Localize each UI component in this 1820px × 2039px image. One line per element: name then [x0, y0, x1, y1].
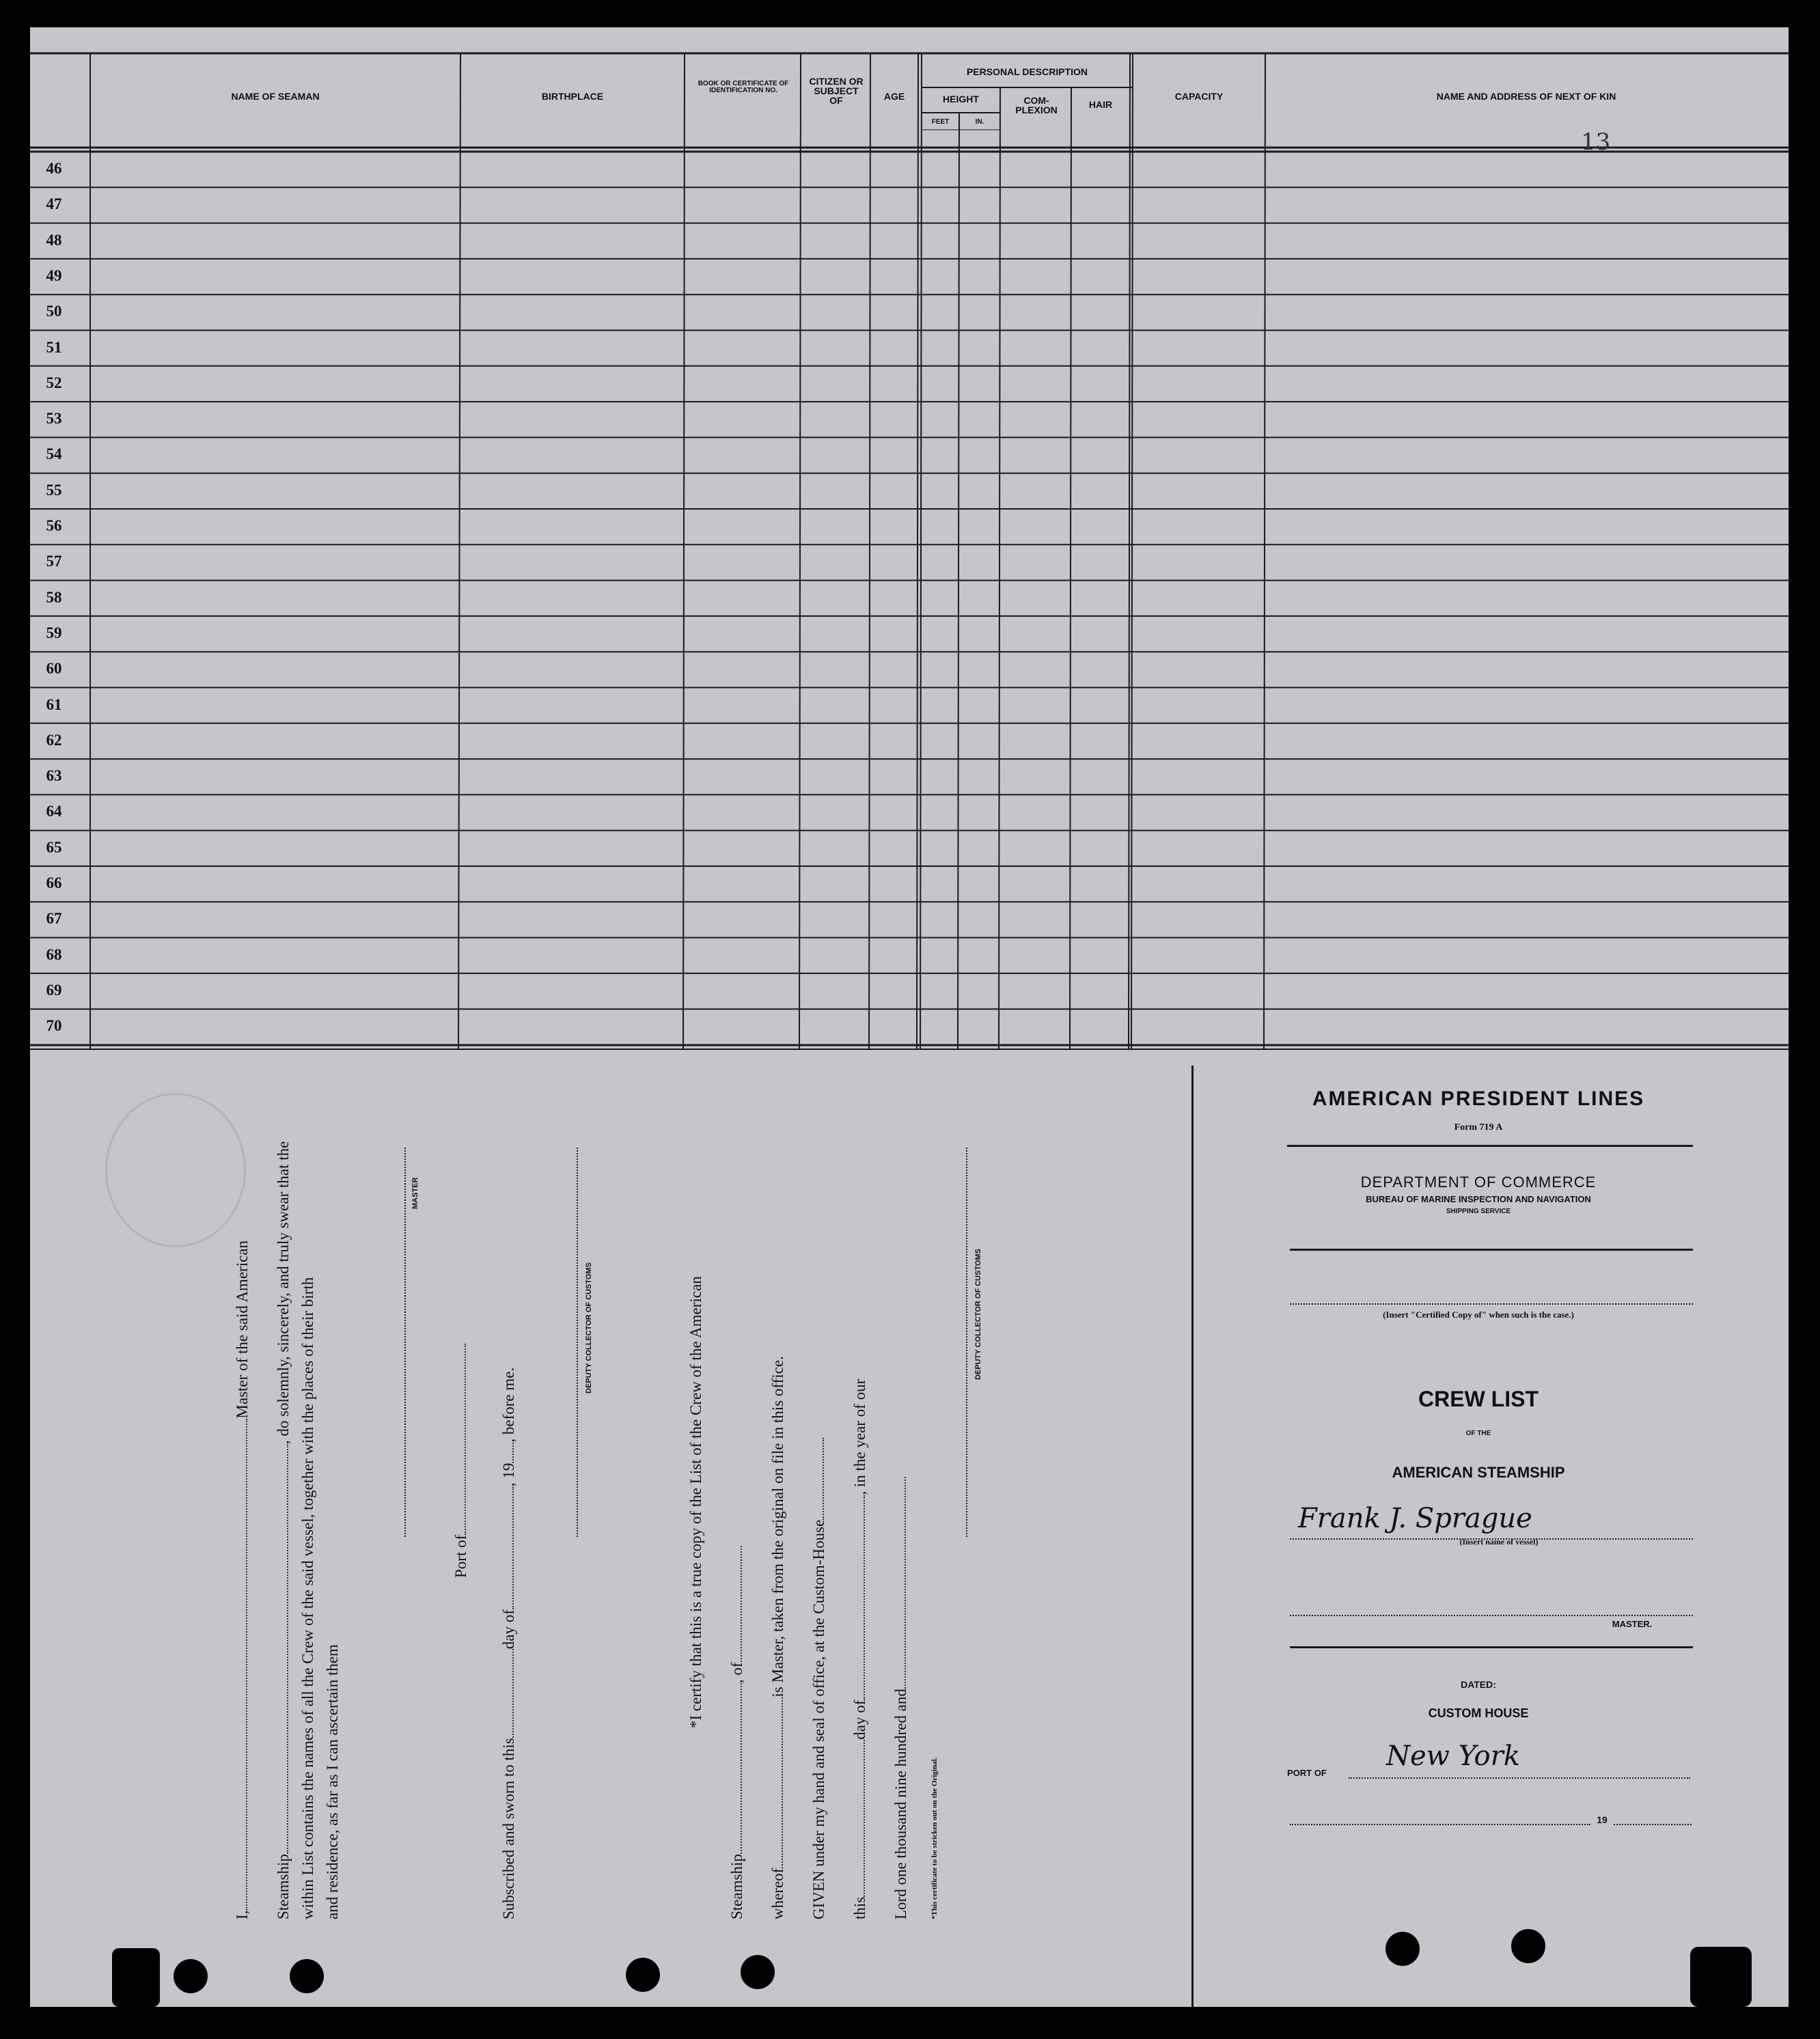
- header-name-of-seaman: NAME OF SEAMAN: [231, 91, 320, 102]
- row-number: 61: [46, 695, 62, 713]
- table-grid-lines: [30, 27, 1789, 1052]
- oath-line-4: and residence, as far as I can ascertain them: [324, 1644, 341, 1919]
- port-of-line: Port of: [452, 1344, 470, 1578]
- certificate-line-2: Steamship, of: [728, 1546, 746, 1919]
- faded-stamp: [105, 1093, 246, 1247]
- certificate-footnote: *This certificate to be stricken out on the Original.: [930, 1757, 939, 1919]
- shipping-service: SHIPPING SERVICE: [1446, 1208, 1511, 1215]
- header-inches: IN.: [975, 118, 984, 126]
- vessel-name-handwritten: Frank J. Sprague: [1298, 1503, 1532, 1534]
- certified-copy-line: [1290, 1303, 1693, 1305]
- deputy-collector-label-1: DEPUTY COLLECTOR OF CUSTOMS: [585, 1262, 593, 1393]
- header-personal-description: PERSONAL DESCRIPTION: [966, 66, 1088, 77]
- header-next-of-kin: NAME AND ADDRESS OF NEXT OF KIN: [1436, 91, 1616, 102]
- certificate-line-4: GIVEN under my hand and seal of office, at the Custom-House: [810, 1438, 828, 1919]
- certificate-line-1: *I certify that this is a true copy of the List of the Crew of the American: [687, 1276, 704, 1728]
- row-number: 65: [46, 838, 62, 856]
- row-number: 53: [46, 410, 62, 428]
- row-number: 59: [46, 624, 62, 641]
- oath-line-2: Steamship, do solemnly, sincerely, and truly swear that the: [275, 1141, 292, 1919]
- row-number: 68: [46, 945, 62, 963]
- torn-edge-left: [112, 1948, 160, 2007]
- row-number: 51: [46, 338, 62, 356]
- deputy-collector-label-2: DEPUTY COLLECTOR OF CUSTOMS: [974, 1249, 982, 1380]
- row-number: 48: [46, 231, 62, 249]
- year-line: [1614, 1824, 1692, 1825]
- row-number: 55: [46, 481, 62, 499]
- certificate-line-3: whereofis Master, taken from the original on file in this office.: [769, 1356, 786, 1919]
- punch-hole-1: [174, 1959, 208, 1993]
- date-line: [1290, 1824, 1590, 1825]
- panel-divider: [1191, 1066, 1194, 2007]
- row-number: 57: [46, 553, 62, 570]
- master-line: [1290, 1615, 1693, 1616]
- header-book-certificate: BOOK OR CERTIFICATE OF IDENTIFICATION NO.: [698, 80, 789, 94]
- deputy-signature-line-2: [966, 1148, 969, 1537]
- master-label: MASTER: [411, 1177, 419, 1209]
- row-number: 66: [46, 874, 62, 891]
- department-name: DEPARTMENT OF COMMERCE: [1360, 1174, 1597, 1191]
- port-line: [1349, 1777, 1690, 1779]
- header-capacity: CAPACITY: [1174, 91, 1224, 102]
- crew-list-title: CREW LIST: [1418, 1387, 1539, 1411]
- row-number: 70: [46, 1017, 62, 1035]
- insert-vessel-note: (Insert name of vessel): [1459, 1537, 1539, 1546]
- row-number: 47: [46, 195, 62, 213]
- port-of-label: PORT OF: [1287, 1768, 1327, 1778]
- punch-hole-4: [741, 1955, 775, 1989]
- american-steamship-label: AMERICAN STEAMSHIP: [1392, 1464, 1565, 1481]
- row-number: 46: [46, 160, 62, 177]
- crew-list-form: [30, 27, 1789, 2007]
- custom-house-label: CUSTOM HOUSE: [1428, 1706, 1529, 1720]
- header-hair: HAIR: [1088, 99, 1113, 110]
- dated-label: DATED:: [1461, 1679, 1496, 1690]
- row-number: 62: [46, 731, 62, 749]
- header-height: HEIGHT: [943, 94, 979, 105]
- certificate-line-5: thisday of, in the year of our: [851, 1378, 868, 1919]
- header-age: AGE: [883, 91, 905, 102]
- rule-2: [1290, 1249, 1693, 1251]
- rule-1: [1287, 1145, 1693, 1147]
- row-number: 54: [46, 445, 62, 463]
- oath-line-3: within List contains the names of all the Crew of the said vessel, together with the places of their birth: [299, 1277, 316, 1919]
- punch-hole-2: [290, 1959, 324, 1993]
- oath-line-1: I,Master of the said American: [234, 1240, 251, 1919]
- torn-edge-right: [1690, 1947, 1752, 2007]
- rule-3: [1290, 1646, 1693, 1648]
- margin-mark: 13: [1581, 128, 1611, 156]
- punch-hole-5: [1385, 1932, 1420, 1966]
- form-number: Form 719 A: [1454, 1122, 1503, 1133]
- row-number: 49: [46, 266, 62, 284]
- row-number: 63: [46, 767, 62, 785]
- row-number: 56: [46, 517, 62, 534]
- header-citizen: CITIZEN OR SUBJECT OF: [809, 76, 864, 106]
- company-name: AMERICAN PRESIDENT LINES: [1312, 1087, 1645, 1110]
- row-number: 58: [46, 588, 62, 606]
- insert-certified-note: (Insert "Certified Copy of" when such is the case.): [1383, 1309, 1574, 1320]
- row-number: 64: [46, 803, 62, 820]
- punch-hole-3: [626, 1958, 660, 1992]
- year-prefix: 19: [1597, 1814, 1608, 1825]
- row-number: 50: [46, 303, 62, 320]
- port-name-handwritten: New York: [1386, 1740, 1520, 1772]
- crew-table: [30, 27, 1789, 1049]
- deputy-signature-line-1: [577, 1148, 579, 1537]
- subscribed-line: Subscribed and sworn to thisday of, 19, before me.: [500, 1367, 517, 1919]
- header-complexion: COM-PLEXION: [1015, 95, 1058, 115]
- row-number: 69: [46, 981, 62, 999]
- header-birthplace: BIRTHPLACE: [541, 91, 604, 102]
- row-number: 52: [46, 374, 62, 391]
- punch-hole-6: [1511, 1929, 1545, 1963]
- master-signature-line: [404, 1148, 407, 1537]
- header-feet: FEET: [931, 118, 950, 126]
- of-the-label: OF THE: [1465, 1430, 1491, 1437]
- row-number: 60: [46, 660, 62, 678]
- row-number: 67: [46, 910, 62, 928]
- master-label-cover: MASTER.: [1612, 1619, 1653, 1629]
- bureau-name: BUREAU OF MARINE INSPECTION AND NAVIGATION: [1366, 1194, 1591, 1204]
- certificate-line-6: Lord one thousand nine hundred and: [892, 1477, 910, 1919]
